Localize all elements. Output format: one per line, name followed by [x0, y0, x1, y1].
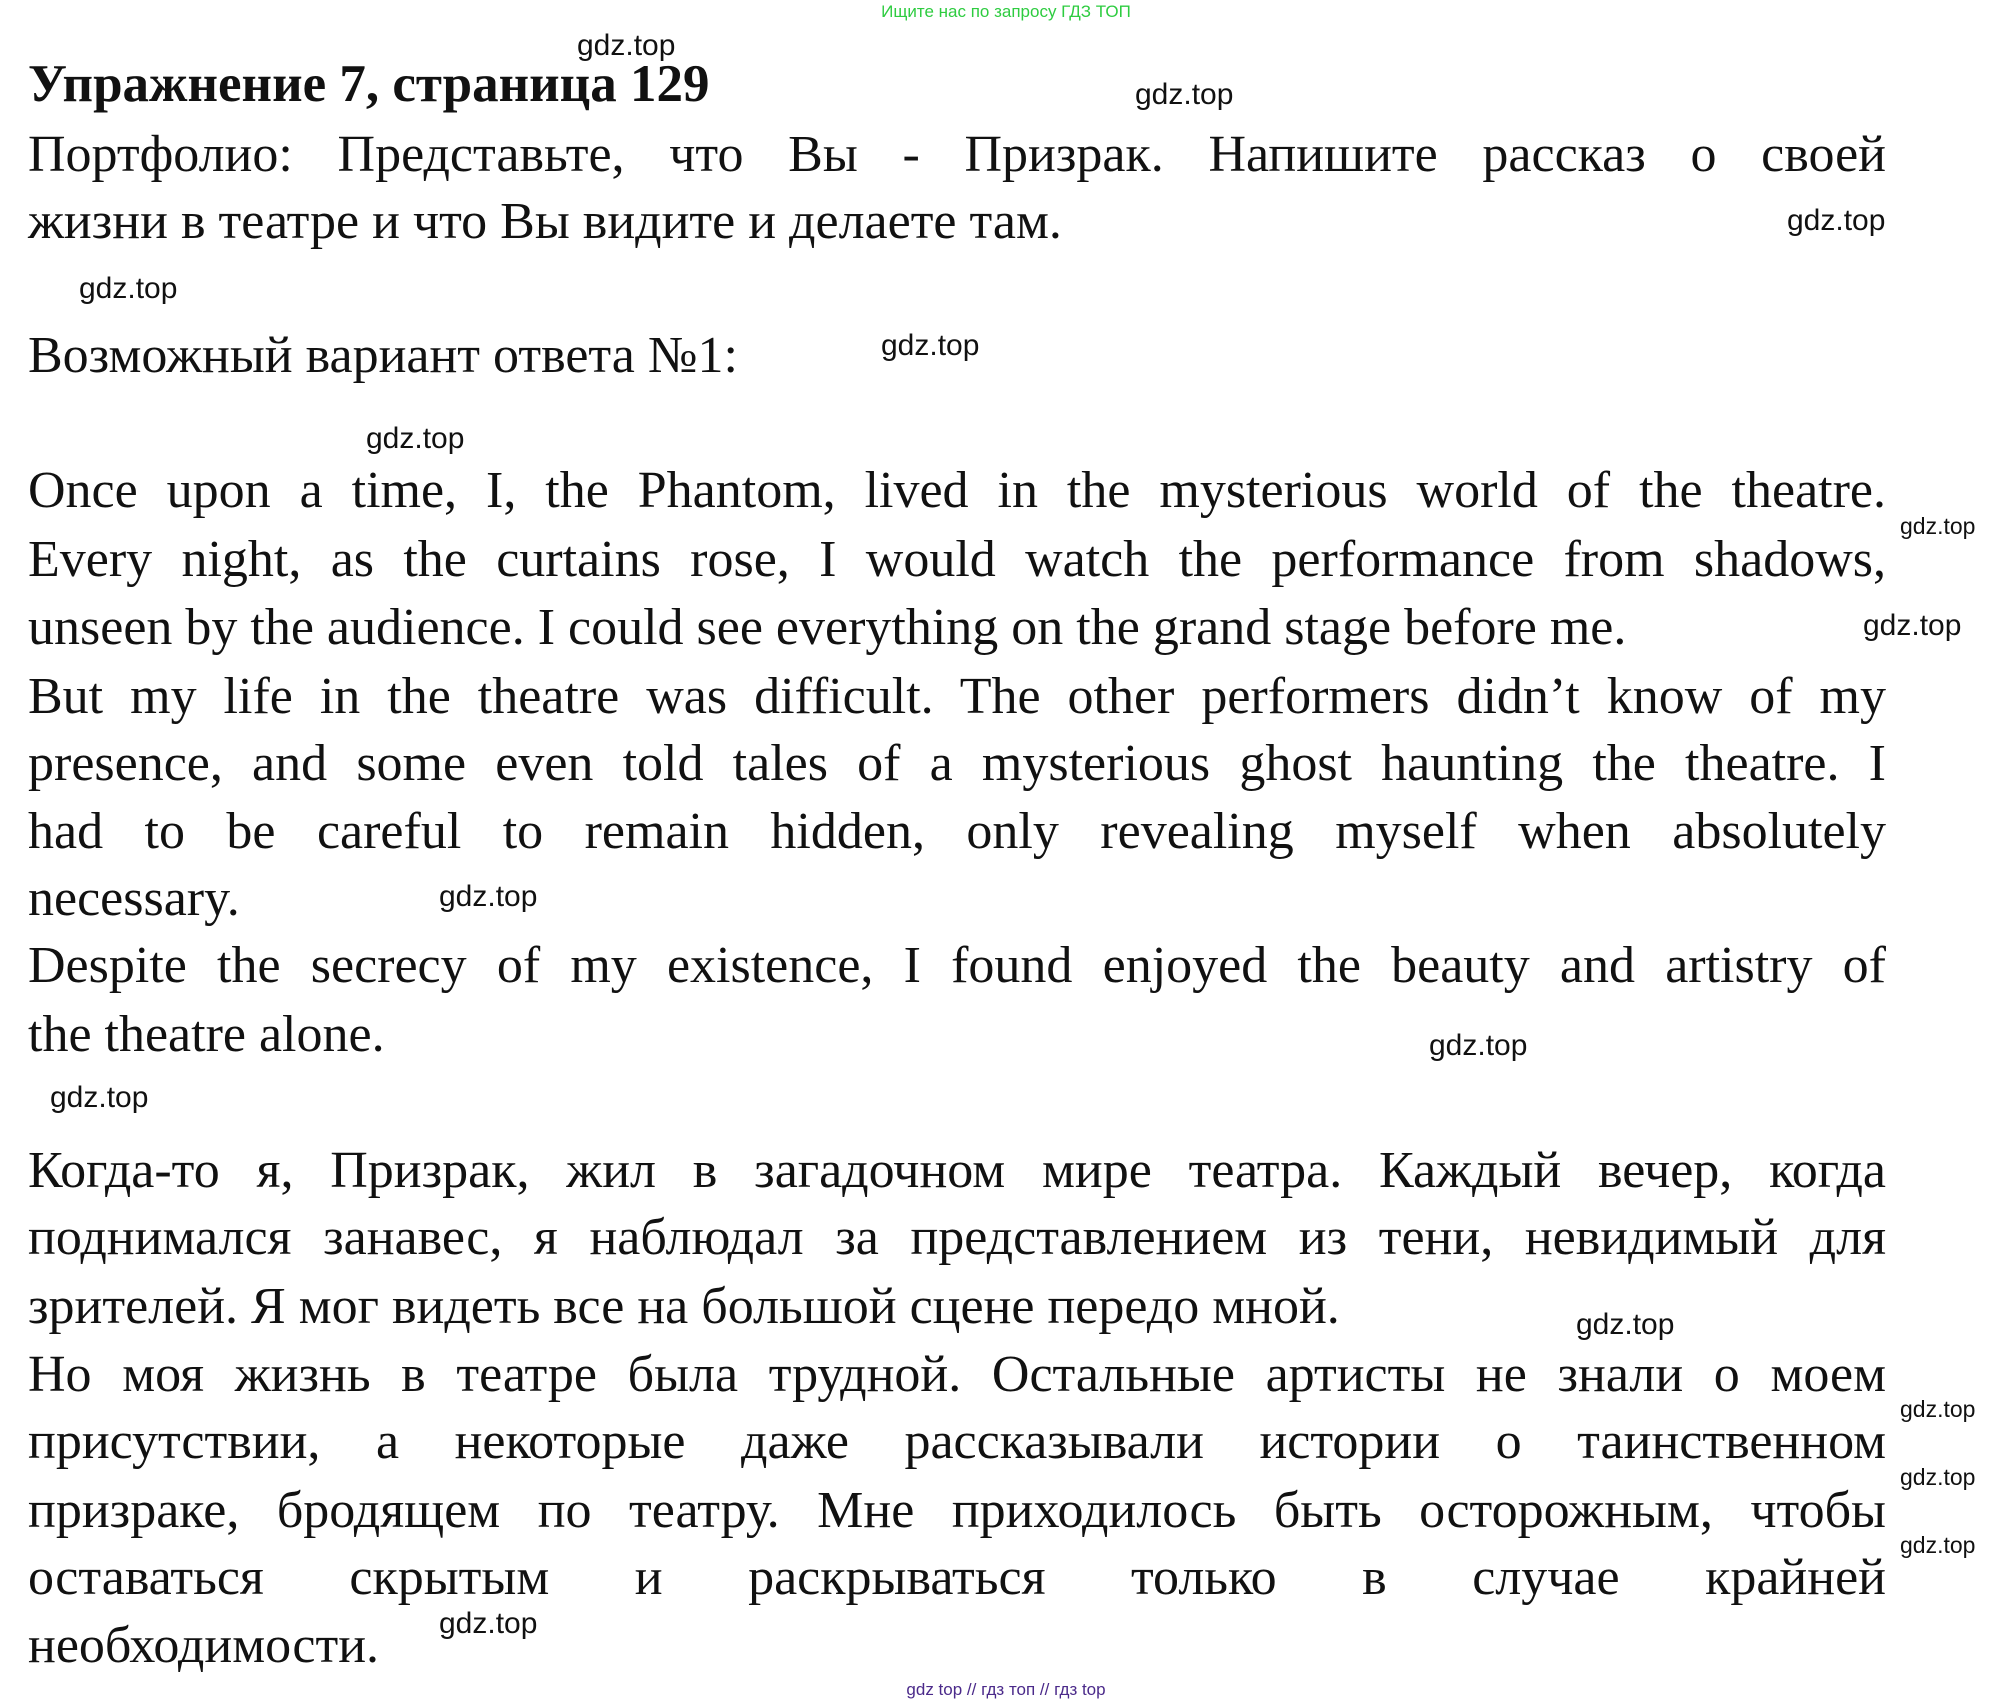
task-line: жизни в театре и что Вы видите и делаете там.: [28, 193, 1062, 250]
english-line: necessary.: [28, 870, 240, 927]
answer-label: Возможный вариант ответа №1:: [28, 327, 738, 384]
watermark: gdz.top: [1787, 204, 1886, 237]
russian-line: Но моя жизнь в театре была трудной. Остальные артисты не знали о моем: [28, 1346, 1886, 1403]
russian-line: необходимости.: [28, 1617, 380, 1674]
watermark: gdz.top: [1135, 78, 1234, 111]
english-line: Once upon a time, I, the Phantom, lived in the mysterious world of the theatre.: [28, 462, 1886, 519]
watermark: gdz.top: [50, 1081, 149, 1114]
watermark: gdz.top: [1863, 609, 1962, 642]
watermark: gdz.top: [1900, 513, 1976, 539]
watermark: gdz.top: [439, 880, 538, 913]
top-banner-text: Ищите нас по запросу ГДЗ ТОП: [881, 2, 1131, 21]
watermark: gdz.top: [366, 422, 465, 455]
watermark: gdz.top: [1900, 1464, 1976, 1490]
russian-line: оставаться скрытым и раскрываться только в случае крайней: [28, 1549, 1886, 1606]
watermark: gdz.top: [439, 1607, 538, 1640]
watermark: gdz.top: [577, 29, 676, 62]
russian-line: Когда-то я, Призрак, жил в загадочном мире театра. Каждый вечер, когда: [28, 1142, 1886, 1199]
russian-line: присутствии, а некоторые даже рассказывали истории о таинственном: [28, 1413, 1886, 1470]
watermark: gdz.top: [881, 329, 980, 362]
watermark: gdz.top: [1900, 1396, 1976, 1422]
russian-line: поднимался занавес, я наблюдал за представлением из тени, невидимый для: [28, 1209, 1886, 1266]
watermark: gdz.top: [1900, 1532, 1976, 1558]
task-line: Портфолио: Представьте, что Вы - Призрак. Напишите рассказ о своей: [28, 126, 1886, 183]
english-line: Every night, as the curtains rose, I would watch the performance from shadows,: [28, 531, 1886, 588]
page-title: Упражнение 7, страница 129: [28, 55, 710, 113]
english-line: presence, and some even told tales of a mysterious ghost haunting the theatre. I: [28, 735, 1886, 792]
english-line: But my life in the theatre was difficult. The other performers didn’t know of my: [28, 668, 1886, 725]
english-line: unseen by the audience. I could see everything on the grand stage before me.: [28, 599, 1627, 656]
english-line: the theatre alone.: [28, 1006, 385, 1063]
watermark: gdz.top: [1429, 1029, 1528, 1062]
watermark: gdz.top: [79, 272, 178, 305]
russian-line: призраке, бродящем по театру. Мне приходилось быть осторожным, чтобы: [28, 1482, 1886, 1539]
watermark: gdz.top: [1576, 1308, 1675, 1341]
english-line: had to be careful to remain hidden, only revealing myself when absolutely: [28, 803, 1886, 860]
english-line: Despite the secrecy of my existence, I found enjoyed the beauty and artistry of: [28, 937, 1886, 994]
bottom-banner-text: gdz top // гдз топ // гдз top: [906, 1680, 1106, 1699]
russian-line: зрителей. Я мог видеть все на большой сцене передо мной.: [28, 1278, 1340, 1335]
